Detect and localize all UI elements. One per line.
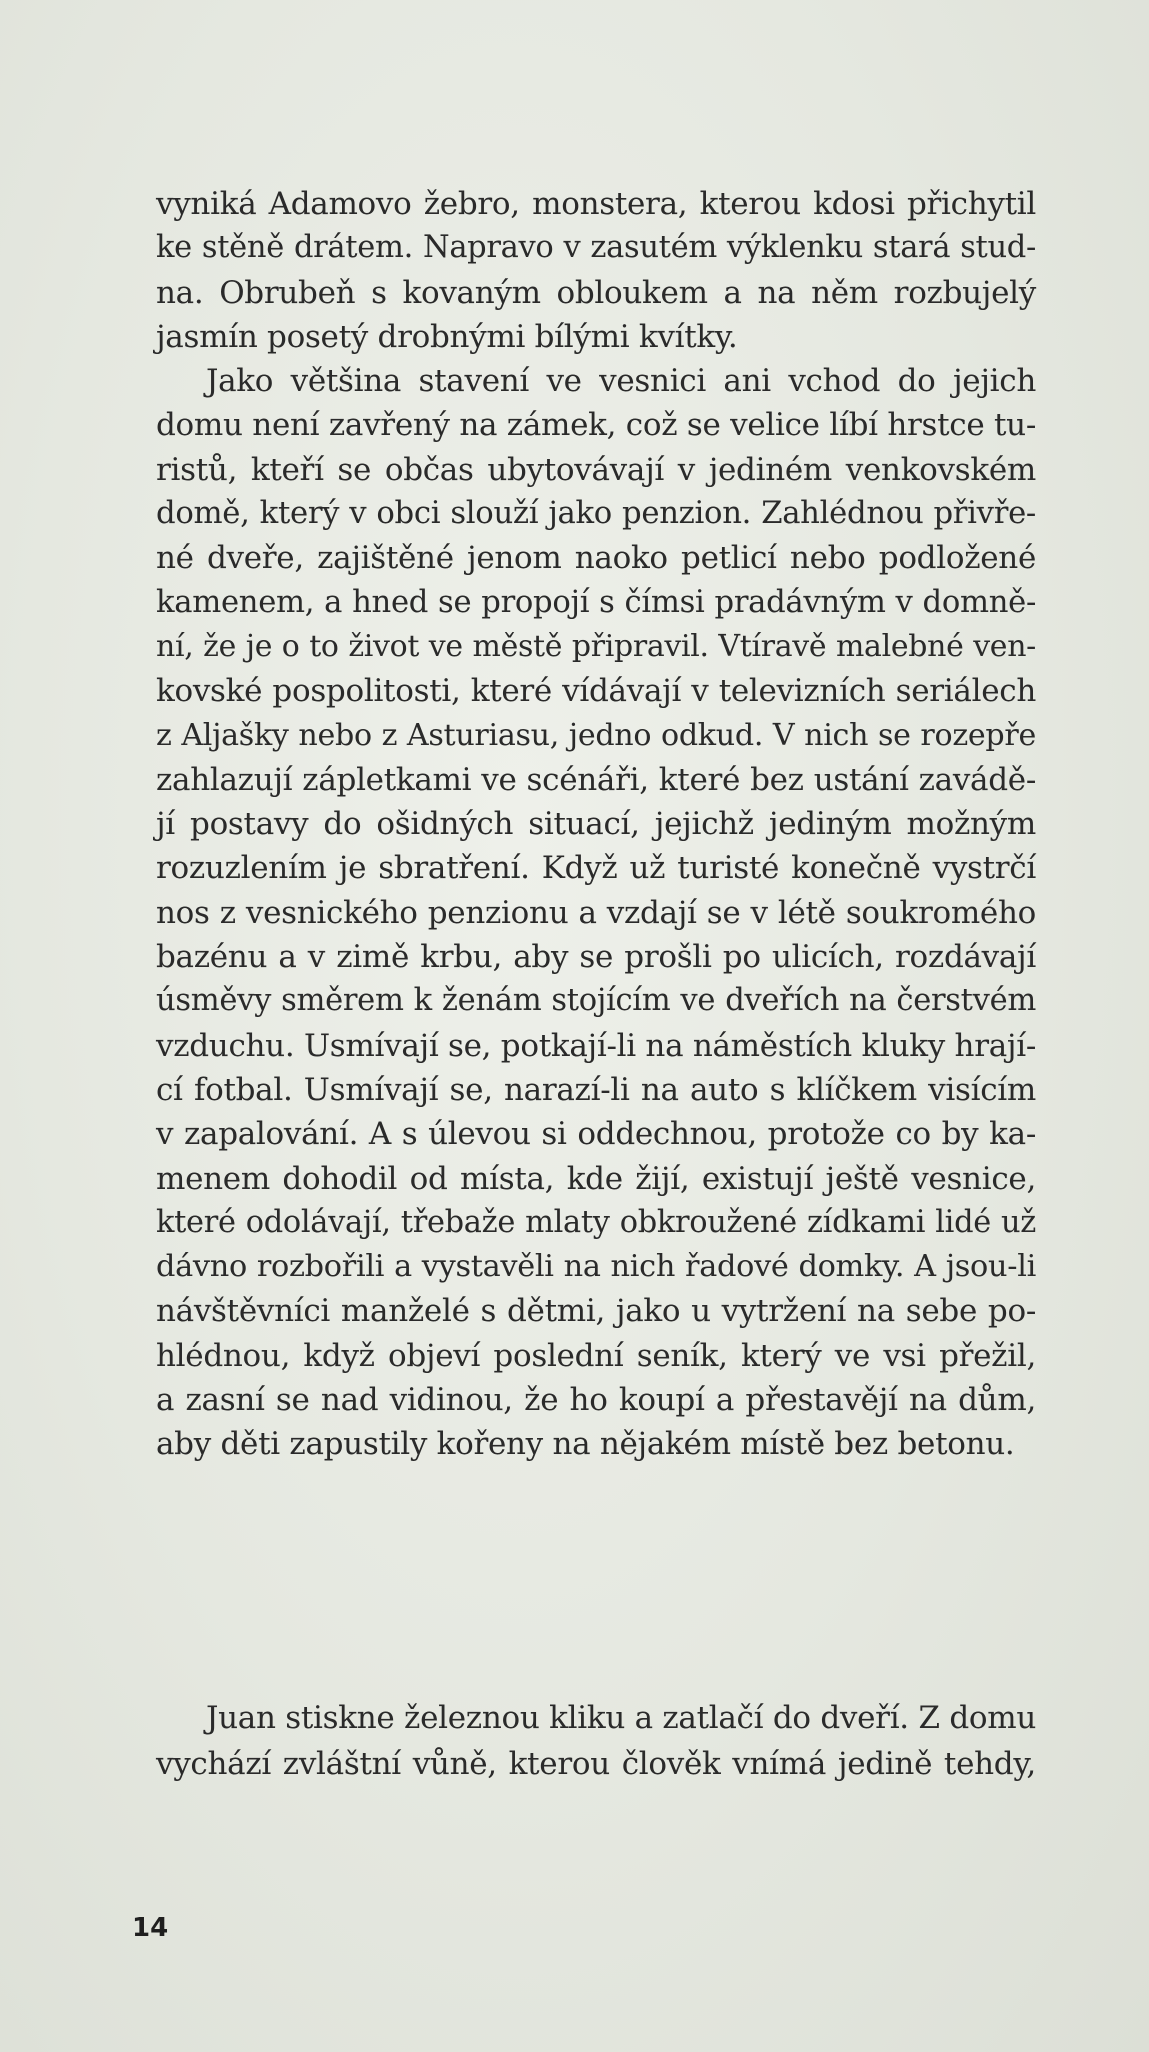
paragraph-2 <box>156 359 1036 1466</box>
main-text <box>156 182 1036 1467</box>
text-line: domu není zavřený na zámek, což se velice líbí hrstce tu- <box>156 407 1036 444</box>
text-line: kamenem, a hned se propojí s čímsi pradávným v domně- <box>156 584 1036 620</box>
paragraph-3 <box>156 1695 1036 1787</box>
text-line: na. Obrubeň s kovaným obloukem a na něm rozbujelý <box>156 274 1036 311</box>
text-line: Juan stiskne železnou kliku a zatlačí do dveří. Z domu <box>206 1700 1036 1736</box>
page-number: 14 <box>132 1913 169 1943</box>
text-line: menem dohodil od místa, kde žijí, existují ještě vesnice, <box>156 1160 1036 1197</box>
text-line: ke stěně drátem. Napravo v zasutém výklenku stará stud- <box>156 230 1036 266</box>
text-line: vyniká Adamovo žebro, monstera, kterou kdosi přichytil <box>156 186 1036 222</box>
text-line: úsměvy směrem k ženám stojícím ve dveřích na čerstvém <box>156 983 1036 1019</box>
text-line: dávno rozbořili a vystavěli na nich řadové domky. A jsou-li <box>156 1249 1036 1285</box>
text-line: zahlazují zápletkami ve scénáři, které bez ustání zavádě- <box>156 761 1036 798</box>
text-line: ní, že je o to život ve městě připravil. Vtíravě malebné ven- <box>156 628 1036 664</box>
text-line: vychází zvláštní vůně, kterou člověk vnímá jedině tehdy, <box>156 1746 1036 1782</box>
text-line: nos z vesnického penzionu a vzdají se v létě soukromého <box>156 894 1036 931</box>
text-line: kovské pospolitosti, které vídávají v televizních seriálech <box>156 673 1036 710</box>
text-line: jasmín posetý drobnými bílými kvítky. <box>156 318 738 355</box>
text-line: aby děti zapustily kořeny na nějakém místě bez betonu. <box>156 1426 1015 1463</box>
text-line: cí fotbal. Usmívají se, narazí-li na auto s klíčkem visícím <box>156 1071 1036 1108</box>
text-line: v zapalování. A s úlevou si oddechnou, protože co by ka- <box>156 1116 1036 1153</box>
text-line: vzduchu. Usmívají se, potkají-li na náměstích kluky hrají- <box>156 1027 1036 1064</box>
text-line: bazénu a v zimě krbu, aby se prošli po ulicích, rozdávají <box>156 939 1036 976</box>
text-line: Jako většina stavení ve vesnici ani vchod do jejich <box>206 363 1036 400</box>
text-line: jí postavy do ošidných situací, jejichž jediným možným <box>156 806 1036 843</box>
text-line: domě, který v obci slouží jako penzion. Zahlédnou přivře- <box>156 496 1036 532</box>
text-line: né dveře, zajištěné jenom naoko petlicí nebo podložené <box>156 540 1036 577</box>
text-line: rozuzlením je sbratření. Když už turisté konečně vystrčí <box>156 850 1036 887</box>
text-line: hlédnou, když objeví poslední seník, který ve vsi přežil, <box>156 1337 1036 1374</box>
text-line: které odolávají, třebaže mlaty obkroužené zídkami lidé už <box>156 1204 1036 1240</box>
text-line: z Aljašky nebo z Asturiasu, jedno odkud. V nich se rozepře <box>156 717 1036 753</box>
text-line: a zasní se nad vidinou, že ho koupí a přestavějí na dům, <box>156 1382 1036 1419</box>
paragraph-1 <box>156 182 1036 359</box>
text-line: ristů, kteří se občas ubytovávají v jediném venkovském <box>156 451 1036 488</box>
text-line: návštěvníci manželé s dětmi, jako u vytržení na sebe po- <box>156 1293 1036 1330</box>
